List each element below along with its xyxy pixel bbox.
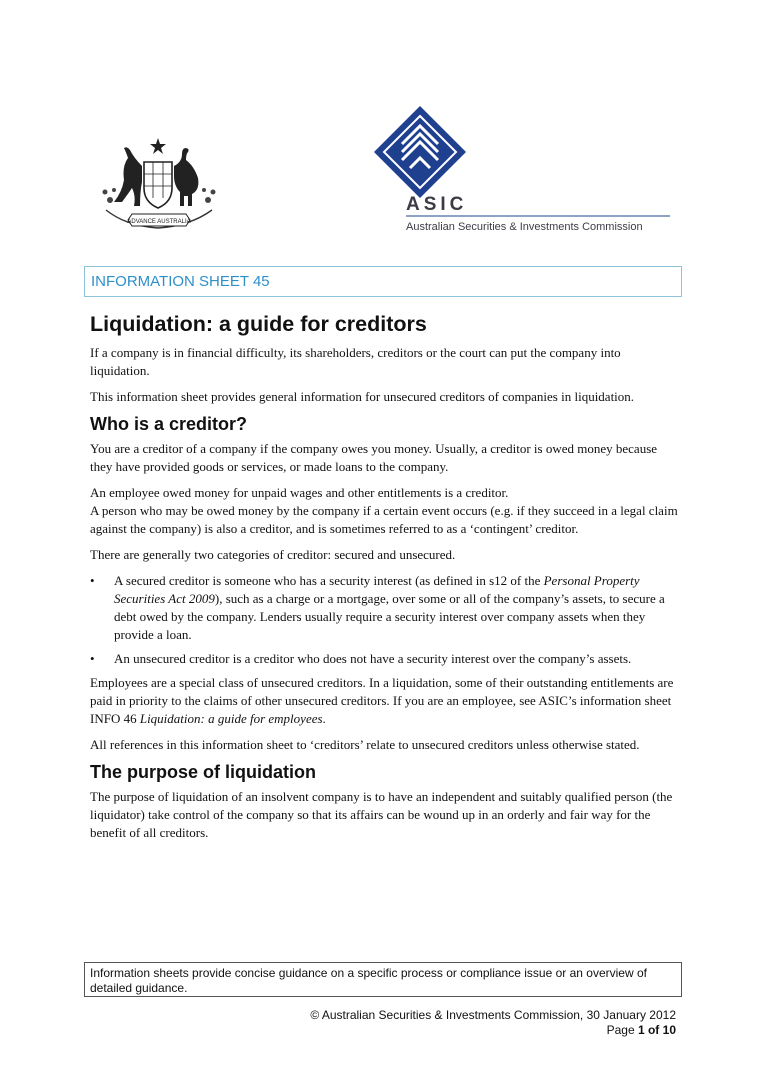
- intro-paragraph-2: This information sheet provides general information for unsecured creditors of companies in liquidation.: [90, 389, 635, 404]
- of-word: of: [644, 1023, 663, 1037]
- page-title: Liquidation: a guide for creditors: [90, 312, 427, 336]
- section-heading-who-is-creditor: Who is a creditor?: [90, 414, 248, 434]
- intro-paragraph-1: If a company is in financial difficulty, its shareholders, creditors or the court can put the company into liquidation.: [90, 345, 621, 378]
- employee-contingent-paragraph: [90, 484, 678, 538]
- creditor-types-list: [90, 572, 678, 668]
- page-word: Page: [606, 1023, 638, 1037]
- document-body: [90, 312, 678, 850]
- list-item-secured: [90, 572, 678, 644]
- creditor-definition-paragraph: You are a creditor of a company if the company owes you money. Usually, a creditor is owed money because they have provided goods or services, or made loans to the company.: [90, 441, 658, 474]
- bullet-icon: •: [90, 573, 95, 588]
- copyright-text: © Australian Securities & Investments Commission, 30 January 2012: [310, 1008, 676, 1022]
- crest-motto: ADVANCE AUSTRALIA: [127, 219, 191, 225]
- info46-title: Liquidation: a guide for employees: [139, 711, 323, 726]
- section-heading-purpose: The purpose of liquidation: [90, 762, 316, 782]
- creditor-categories-paragraph: There are generally two categories of creditor: secured and unsecured.: [90, 547, 456, 562]
- ppsa-act-title: Personal Property Securities Act 2009: [114, 573, 640, 606]
- secured-text-end: ), such as a charge or a mortgage, over some or all of the company’s assets, to secure a debt owed by the company. Lenders usually require a security interest over company assets when they provide a loan.: [114, 591, 665, 642]
- contingent-creditor-text: A person who may be owed money by the company if a certain event occurs (e.g. if they succeed in a legal claim against the company) is also a creditor, and is sometimes referred to as a ‘contingent’ creditor.: [90, 503, 678, 536]
- employees-text-end: .: [322, 711, 326, 726]
- list-item-unsecured: [90, 650, 678, 668]
- employees-paragraph: [90, 674, 678, 728]
- info-sheet-banner: [84, 266, 682, 297]
- asic-wordmark: ASIC: [406, 194, 468, 215]
- bullet-icon: •: [90, 651, 95, 666]
- employee-creditor-text: An employee owed money for unpaid wages and other entitlements is a creditor.: [90, 485, 509, 500]
- total-pages: 10: [662, 1023, 676, 1037]
- page-footer: [90, 1008, 676, 1038]
- current-page: 1: [637, 1023, 645, 1037]
- info-sheet-label: INFORMATION SHEET 45: [91, 273, 270, 290]
- references-paragraph: All references in this information sheet to ‘creditors’ relate to unsecured creditors unless otherwise stated.: [90, 737, 640, 752]
- unsecured-text: An unsecured creditor is a creditor who does not have a security interest over the company’s assets.: [114, 651, 632, 666]
- asic-logo-icon: [372, 104, 468, 200]
- asic-full-name: Australian Securities & Investments Commission: [406, 221, 643, 233]
- secured-text-start: A secured creditor is someone who has a security interest (as defined in s12 of the: [114, 573, 544, 588]
- information-note-box: Information sheets provide concise guidance on a specific process or compliance issue or an overview of detailed guidance.: [84, 962, 682, 997]
- employees-text-start: Employees are a special class of unsecured creditors. In a liquidation, some of their outstanding entitlements are paid in priority to the claims of other unsecured creditors. If you are an employee, see ASIC’s information sheet INFO 46: [90, 675, 674, 726]
- coat-of-arms-logo: [96, 136, 222, 236]
- asic-divider: [406, 215, 670, 217]
- page-number: [90, 1023, 676, 1038]
- purpose-paragraph: The purpose of liquidation of an insolvent company is to have an independent and suitably qualified person (the liquidator) take control of the company so that its affairs can be wound up in an orderly and fair way for the benefit of all creditors.: [90, 789, 673, 840]
